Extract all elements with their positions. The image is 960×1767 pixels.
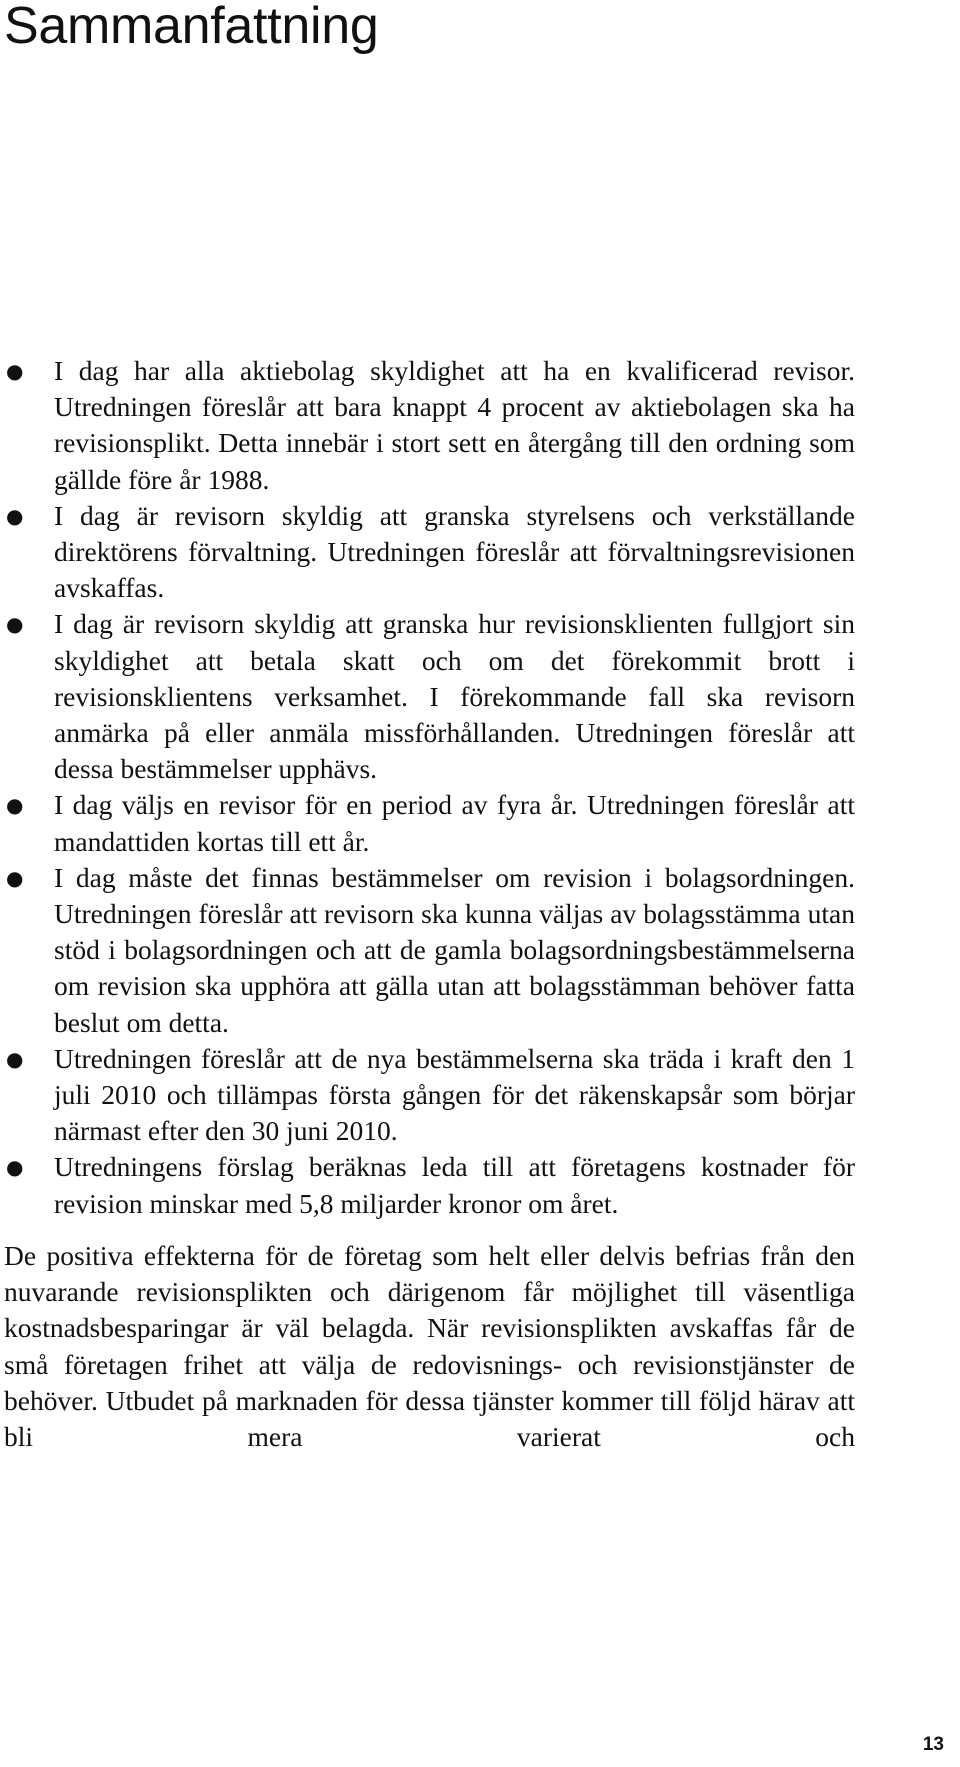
bullet-icon: ● — [6, 1155, 24, 1180]
bullet-icon: ● — [6, 1046, 24, 1071]
list-item — [0, 1041, 855, 1150]
list-item-text: I dag måste det finnas bestämmelser om revision i bolagsordningen. Utredningen föreslår att revisorn ska kunna väljas av bolagsstämma utan stöd i bolagsordningen och att de gamla bolagsordningsbestämmelserna om revision ska upphöra att gälla utan att bolagsstämman behöver fatta beslut om detta. — [54, 861, 855, 1038]
bullet-icon: ● — [6, 503, 24, 528]
list-item-text: I dag är revisorn skyldig att granska styrelsens och verkställande direktörens förvaltning. Utredningen föreslår att förvaltningsrevisionen avskaffas. — [54, 499, 855, 604]
list-item — [0, 787, 855, 859]
list-item-text: Utredningen föreslår att de nya bestämmelserna ska träda i kraft den 1 juli 2010 och tillämpas första gången för det räkenskapsår som börjar närmast efter den 30 juni 2010. — [54, 1042, 855, 1147]
list-item-text: I dag har alla aktiebolag skyldighet att ha en kvalificerad revisor. Utredningen föreslår att bara knappt 4 procent av aktiebolagen ska ha revisionsplikt. Detta innebär i stort sett en återgång till den ordning som gällde före år 1988. — [54, 355, 855, 495]
list-item-text: Utredningens förslag beräknas leda till att företagens kostnader för revision minskar med 5,8 miljarder kronor om året. — [54, 1151, 855, 1219]
bullet-icon: ● — [6, 359, 24, 383]
page-number: 13 — [922, 1734, 944, 1755]
body-paragraph: De positiva effekterna för de företag som helt eller delvis befrias från den nuvarande revisionsplikten och därigenom får möjlighet till väsentliga kostnadsbesparingar är väl belagda. När revisionsplikten avskaffas får de små företagen frihet att välja de redovisnings- och revisionstjänster de behöver. Utbudet på marknaden för dessa tjänster kommer till följd härav att bli mera varierat och — [4, 1240, 855, 1453]
bullet-icon: ● — [6, 865, 24, 890]
page-title: Sammanfattning — [4, 0, 379, 55]
list-item — [0, 498, 855, 607]
bullet-icon: ● — [6, 612, 24, 637]
list-item — [0, 353, 855, 498]
list-item — [0, 606, 855, 787]
summary-bullet-list — [0, 353, 855, 1222]
list-item — [0, 1149, 855, 1221]
list-item-text: I dag väljs en revisor för en period av fyra år. Utredningen föreslår att mandattiden kortas till ett år. — [54, 789, 855, 857]
list-item — [0, 860, 855, 1041]
bullet-icon: ● — [6, 793, 24, 818]
list-item-text: I dag är revisorn skyldig att granska hur revisionsklienten fullgjort sin skyldighet att betala skatt och om det förekommit brott i revisionsklientens verksamhet. I förekommande fall ska revisorn anmärka på eller anmäla missförhållanden. Utredningen föreslår att dessa bestämmelser upphävs. — [54, 608, 855, 785]
